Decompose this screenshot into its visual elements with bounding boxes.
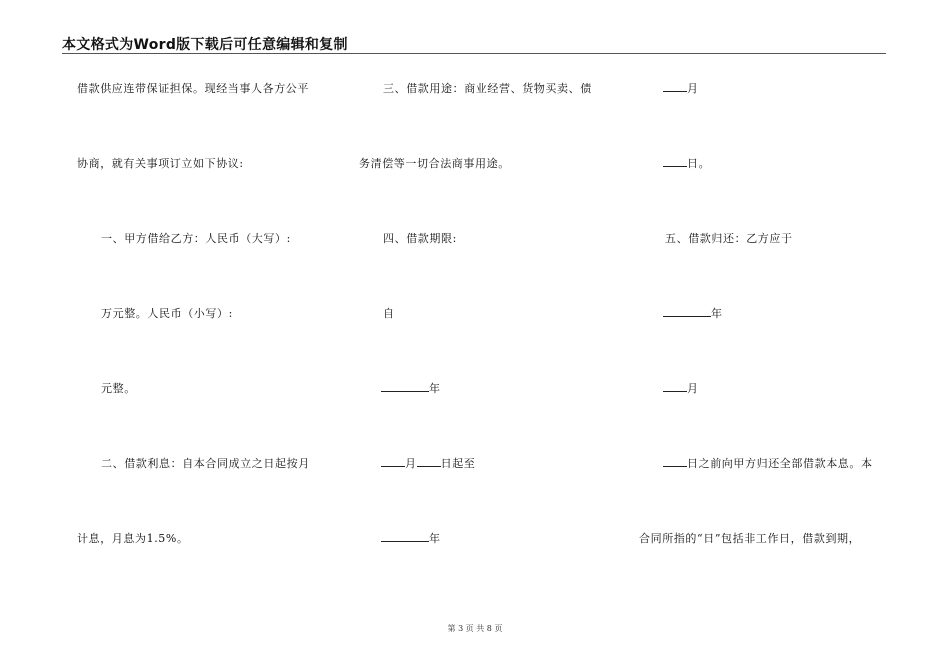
col1-line-5: 元整。 [101,382,136,395]
year-unit: 年 [429,532,441,545]
col3-line-6 [663,455,873,471]
col2-line-3: 四、借款期限: [383,232,457,245]
col3-line-7: 合同所指的“日”包括非工作日，借款到期， [639,532,861,545]
col1-line-3: 一、甲方借给乙方：人民币（大写）: [101,232,291,245]
document-header-title: 本文格式为Word版下载后可任意编辑和复制 [62,37,348,53]
month-unit: 月 [687,382,699,395]
col2-line-4: 自 [383,307,395,320]
col1-line-7: 计息，月息为1.5%。 [77,532,189,545]
col3-line-5 [663,380,699,396]
year-blank[interactable] [663,306,711,317]
month-unit: 月 [405,457,417,470]
header-divider [62,53,886,54]
day-unit: 日。 [687,157,711,170]
col3-line-1 [663,80,699,96]
year-blank[interactable] [381,381,429,392]
month-unit: 月 [687,82,699,95]
col2-line-2: 务清偿等一切合法商事用途。 [359,157,510,170]
day-blank[interactable] [417,456,441,467]
col2-line-5 [381,380,441,396]
day-blank[interactable] [663,156,687,167]
page-number: 第 3 页 共 8 页 [447,624,503,633]
year-unit: 年 [711,307,723,320]
day-blank[interactable] [663,456,687,467]
col3-line-2 [663,155,710,171]
col2-line-6 [381,455,475,471]
col1-line-4: 万元整。人民币（小写）: [101,307,233,320]
month-blank[interactable] [663,81,687,92]
month-blank[interactable] [663,381,687,392]
col2-line-7 [381,530,441,546]
col1-line-6: 二、借款利息：自本合同成立之日起按月 [101,457,310,470]
year-blank[interactable] [381,531,429,542]
col2-line-1: 三、借款用途：商业经营、货物买卖、债 [383,82,592,95]
col1-line-2: 协商，就有关事项订立如下协议: [77,157,244,170]
col3-line-3: 五、借款归还：乙方应于 [665,232,793,245]
col1-line-1: 借款供应连带保证担保。现经当事人各方公平 [77,82,309,95]
col3-line-4 [663,305,723,321]
year-unit: 年 [429,382,441,395]
month-blank[interactable] [381,456,405,467]
day-tail: 日起至 [440,457,476,470]
repayment-text: 日之前向甲方归还全部借款本息。本 [687,457,873,470]
